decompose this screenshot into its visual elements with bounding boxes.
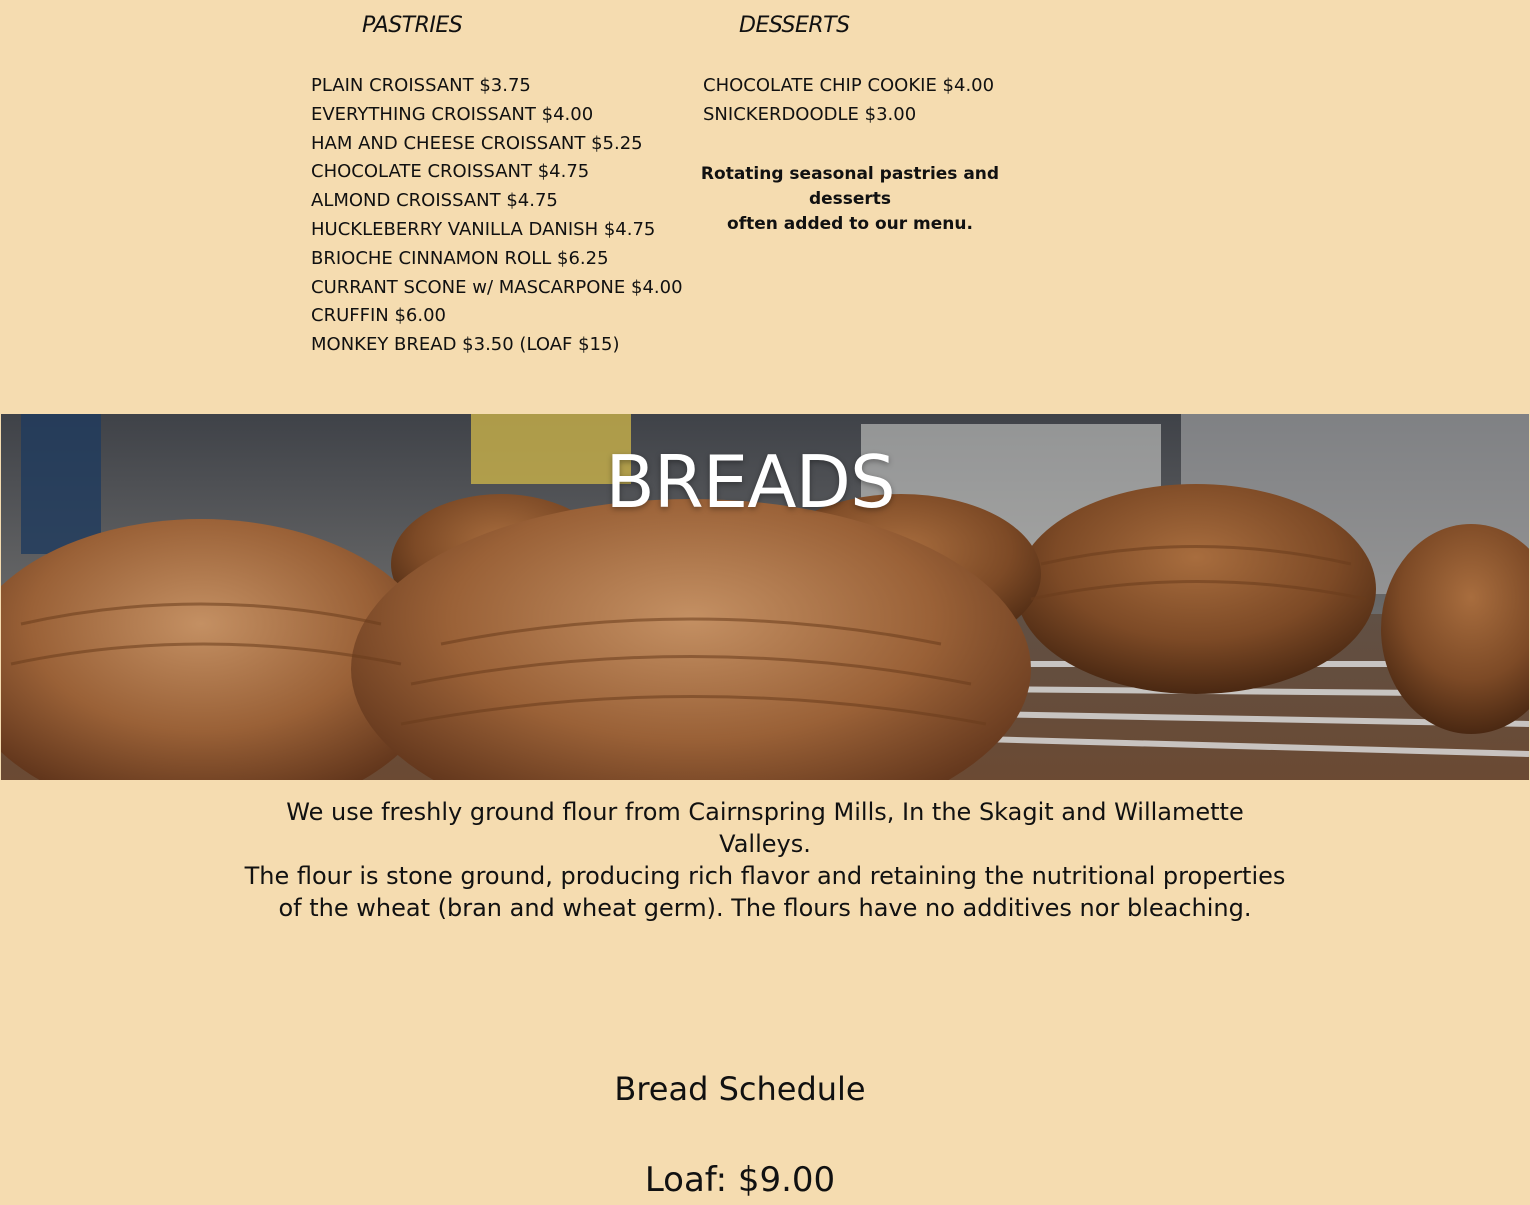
pastry-item: CURRANT SCONE w/ MASCARPONE $4.00: [311, 276, 683, 298]
pastries-list: [311, 72, 683, 360]
flour-description-line1: We use freshly ground flour from Cairnspring Mills, In the Skagit and Willamette Valleys.: [286, 798, 1244, 858]
pastry-item: MONKEY BREAD $3.50 (LOAF $15): [311, 334, 620, 356]
seasonal-note-line2: often added to our menu.: [727, 214, 973, 234]
flour-description-line2: The flour is stone ground, producing rich flavor and retaining the nutritional properties of the wheat (bran and wheat germ). The flours have no additives nor bleaching.: [244, 862, 1286, 922]
pastry-item: CRUFFIN $6.00: [311, 305, 446, 327]
pastry-item: BRIOCHE CINNAMON ROLL $6.25: [311, 247, 609, 269]
pastry-item: CHOCOLATE CROISSANT $4.75: [311, 161, 590, 183]
flour-description: [240, 796, 1290, 924]
seasonal-note-line1: Rotating seasonal pastries and desserts: [700, 164, 1000, 209]
pastry-item: ALMOND CROISSANT $4.75: [311, 190, 558, 212]
pastry-item: EVERYTHING CROISSANT $4.00: [311, 103, 594, 125]
breads-title: BREADS: [605, 440, 895, 524]
seasonal-note: [690, 162, 1010, 237]
desserts-list: [703, 72, 994, 130]
dessert-item: SNICKERDOODLE $3.00: [703, 103, 917, 125]
pastry-item: HAM AND CHEESE CROISSANT $5.25: [311, 132, 643, 154]
pastry-item: HUCKLEBERRY VANILLA DANISH $4.75: [311, 218, 656, 240]
loaf-price: Loaf: $9.00: [644, 1160, 836, 1200]
bread-schedule-title: Bread Schedule: [614, 1070, 866, 1108]
dessert-item: CHOCOLATE CHIP COOKIE $4.00: [703, 75, 995, 96]
desserts-heading: DESSERTS: [739, 13, 850, 38]
breads-hero-image: [1, 414, 1529, 780]
pastries-heading: PASTRIES: [362, 13, 463, 38]
pastry-item: PLAIN CROISSANT $3.75: [311, 75, 531, 96]
